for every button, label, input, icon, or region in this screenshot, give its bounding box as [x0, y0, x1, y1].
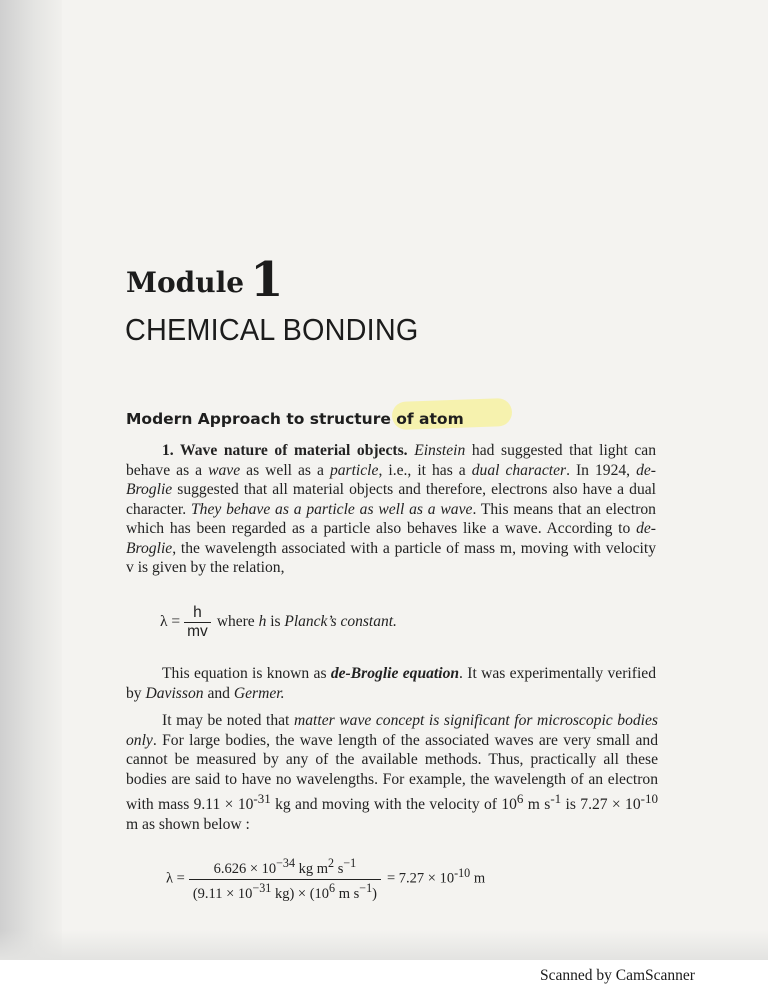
scan-bottom-fade: [0, 930, 768, 960]
camscanner-watermark: Scanned by CamScanner: [540, 967, 695, 984]
paragraph-equation-name: This equation is known as de-Broglie equation. It was experimentally verified by Davisson and Germer.: [126, 665, 657, 702]
paragraph-wave-nature: 1. Wave nature of material objects. Einstein had suggested that light can behave as a wave as well as a particle, i.e., it has a dual character. In 1924, de-Broglie suggested that all material objects and therefore, electrons also have a dual character. They behave as a particle as well as a wave. This means that an electron which has been regarded as a particle also behaves like a wave. According to de-Broglie, the wavelength associated with a particle of mass m, moving with velocity v is given by the relation,: [126, 442, 656, 576]
scan-shadow-edge: [0, 0, 62, 960]
fraction-wavelength: $\frac{6.626 \times 10^{-34} kg m^2 s^{-1}}{(9.11 \times 10^{-31} kg) \times (10^6 m s^{-1})}$: [189, 856, 381, 903]
module-heading: [126, 252, 283, 308]
fraction-h-over-mv: $\frac{h}{mv}$: [184, 604, 211, 641]
name-debroglie: de-Broglie: [126, 461, 656, 498]
module-number: 1: [250, 252, 284, 308]
module-label: Module: [126, 266, 245, 299]
name-einstein: Einstein: [414, 442, 466, 459]
equation-electron-wavelength: λ = $\frac{6.626 \times 10^{-34} kg m^2 s^{-1}}{(9.11 \times 10^{-31} kg) \times (10^6 m s^{-1})}$ = $7.27 \times 10^{-10}$ m: [166, 856, 486, 902]
paragraph-matter-wave: It may be noted that matter wave concept is significant for microscopic bodies only. For large bodies, the wave length of the associated waves are very small and cannot be measured by any of the available methods. Thus, practically all these bodies are said to have no wavelengths. For example, the wavelength of an electron with mass $9.11 \times 10^{-31}$ kg and moving with the velocity of $10^6$ m $s^{-1}$ is $7.27 \times 10^{-10}$ m as shown below :: [126, 712, 658, 833]
section-title: Modern Approach to structure of atom: [126, 410, 464, 428]
equation-debroglie: λ = $\frac{h}{mv}$ where h is Planck’s constant.: [160, 604, 397, 640]
chapter-title: CHEMICAL BONDING: [125, 312, 419, 347]
runin-heading: 1. Wave nature of material objects.: [162, 442, 408, 459]
